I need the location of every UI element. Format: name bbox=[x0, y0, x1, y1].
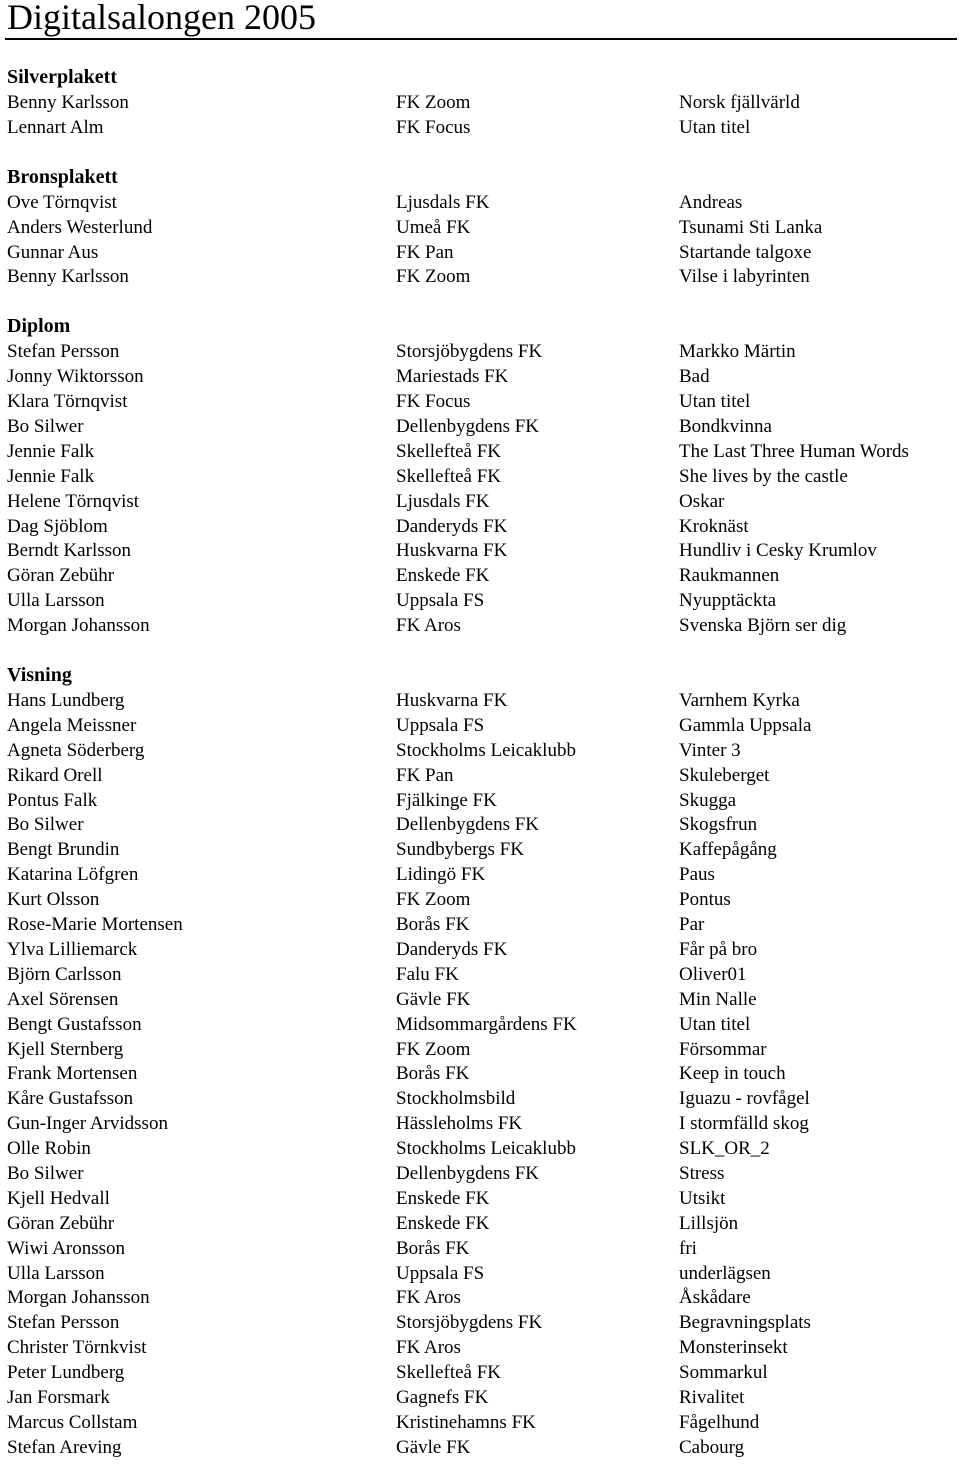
entry-row bbox=[7, 1335, 952, 1360]
club-name: Ljusdals FK bbox=[396, 191, 490, 213]
photographer-name: Kåre Gustafsson bbox=[7, 1088, 134, 1110]
entry-row bbox=[7, 1111, 952, 1136]
award-section-bronsplakett bbox=[7, 165, 952, 290]
club-name: Gävle FK bbox=[396, 988, 471, 1010]
club-name: Midsommargårdens FK bbox=[396, 1013, 577, 1035]
image-title: Skugga bbox=[679, 789, 736, 811]
image-title: Utan titel bbox=[679, 1013, 751, 1035]
club-name: Falu FK bbox=[396, 963, 459, 985]
photographer-name: Kjell Sternberg bbox=[7, 1038, 124, 1060]
entry-row bbox=[7, 1261, 952, 1286]
entry-row bbox=[7, 1161, 952, 1186]
image-title: Markko Märtin bbox=[679, 341, 796, 363]
image-title: Monsterinsekt bbox=[679, 1337, 788, 1359]
entry-row bbox=[7, 339, 952, 364]
entry-row bbox=[7, 1385, 952, 1410]
photographer-name: Morgan Johansson bbox=[7, 1287, 150, 1309]
photographer-name: Stefan Persson bbox=[7, 341, 120, 363]
club-name: Kristinehamns FK bbox=[396, 1411, 536, 1433]
entry-row bbox=[7, 1285, 952, 1310]
club-name: Stockholms Leicaklubb bbox=[396, 739, 576, 761]
image-title: Oliver01 bbox=[679, 963, 747, 985]
entry-row bbox=[7, 738, 952, 763]
club-name: Mariestads FK bbox=[396, 366, 509, 388]
award-section-diplom bbox=[7, 314, 952, 638]
club-name: FK Zoom bbox=[396, 266, 471, 288]
entry-row bbox=[7, 439, 952, 464]
photographer-name: Klara Törnqvist bbox=[7, 391, 128, 413]
photographer-name: Ulla Larsson bbox=[7, 590, 105, 612]
club-name: Gagnefs FK bbox=[396, 1386, 489, 1408]
club-name: Skellefteå FK bbox=[396, 440, 502, 462]
photographer-name: Ove Törnqvist bbox=[7, 191, 117, 213]
image-title: I stormfälld skog bbox=[679, 1113, 809, 1135]
entry-row bbox=[7, 1186, 952, 1211]
image-title: Sommarkul bbox=[679, 1362, 768, 1384]
club-name: FK Aros bbox=[396, 1337, 461, 1359]
entry-row bbox=[7, 713, 952, 738]
club-name: Danderyds FK bbox=[396, 938, 508, 960]
club-name: Skellefteå FK bbox=[396, 1362, 502, 1384]
image-title: She lives by the castle bbox=[679, 465, 848, 487]
image-title: Startande talgoxe bbox=[679, 241, 812, 263]
image-title: Försommar bbox=[679, 1038, 767, 1060]
club-name: Lidingö FK bbox=[396, 864, 486, 886]
image-title: Min Nalle bbox=[679, 988, 757, 1010]
club-name: Borås FK bbox=[396, 1237, 470, 1259]
image-title: Keep in touch bbox=[679, 1063, 786, 1085]
photographer-name: Christer Törnkvist bbox=[7, 1337, 147, 1359]
club-name: Fjälkinge FK bbox=[396, 789, 497, 811]
entry-row bbox=[7, 264, 952, 289]
club-name: Gävle FK bbox=[396, 1436, 471, 1458]
club-name: Sundbybergs FK bbox=[396, 839, 524, 861]
image-title: Utan titel bbox=[679, 391, 751, 413]
entry-row bbox=[7, 1211, 952, 1236]
photographer-name: Gunnar Aus bbox=[7, 241, 99, 263]
image-title: Pontus bbox=[679, 889, 731, 911]
photographer-name: Olle Robin bbox=[7, 1138, 91, 1160]
photographer-name: Peter Lundberg bbox=[7, 1362, 125, 1384]
image-title: Svenska Björn ser dig bbox=[679, 615, 847, 637]
image-title: fri bbox=[679, 1237, 697, 1259]
club-name: Danderyds FK bbox=[396, 515, 508, 537]
entry-row bbox=[7, 90, 952, 115]
entry-row bbox=[7, 912, 952, 937]
page-title: Digitalsalongen 2005 bbox=[7, 0, 316, 37]
entry-row bbox=[7, 588, 952, 613]
photographer-name: Helene Törnqvist bbox=[7, 490, 140, 512]
entry-row bbox=[7, 862, 952, 887]
image-title: Andreas bbox=[679, 191, 743, 213]
entry-row bbox=[7, 1236, 952, 1261]
entry-row bbox=[7, 1086, 952, 1111]
photographer-name: Benny Karlsson bbox=[7, 92, 129, 113]
entry-row bbox=[7, 688, 952, 713]
photographer-name: Kurt Olsson bbox=[7, 889, 100, 911]
image-title: Skuleberget bbox=[679, 764, 770, 786]
section-heading: Visning bbox=[7, 664, 72, 687]
photographer-name: Göran Zebühr bbox=[7, 565, 115, 587]
entry-row bbox=[7, 962, 952, 987]
club-name: Stockholmsbild bbox=[396, 1088, 516, 1110]
club-name: FK Aros bbox=[396, 615, 461, 637]
image-title: The Last Three Human Words bbox=[679, 440, 909, 462]
entry-row bbox=[7, 389, 952, 414]
photographer-name: Bo Silwer bbox=[7, 1162, 84, 1184]
image-title: Lillsjön bbox=[679, 1212, 739, 1234]
entry-row bbox=[7, 1410, 952, 1435]
photographer-name: Rose-Marie Mortensen bbox=[7, 914, 183, 936]
entry-row bbox=[7, 1012, 952, 1037]
club-name: Skellefteå FK bbox=[396, 465, 502, 487]
club-name: Storsjöbygdens FK bbox=[396, 1312, 543, 1334]
club-name: Dellenbygdens FK bbox=[396, 1162, 540, 1184]
image-title: Bad bbox=[679, 366, 710, 388]
image-title: Cabourg bbox=[679, 1436, 745, 1458]
club-name: Dellenbygdens FK bbox=[396, 814, 540, 836]
image-title: SLK_OR_2 bbox=[679, 1138, 770, 1160]
club-name: Storsjöbygdens FK bbox=[396, 341, 543, 363]
photographer-name: Agneta Söderberg bbox=[7, 739, 145, 761]
club-name: Uppsala FS bbox=[396, 714, 485, 736]
image-title: Gammla Uppsala bbox=[679, 714, 812, 736]
photographer-name: Rikard Orell bbox=[7, 764, 103, 786]
photographer-name: Ylva Lilliemarck bbox=[7, 938, 138, 960]
image-title: Kaffepågång bbox=[679, 839, 777, 861]
photographer-name: Bengt Brundin bbox=[7, 839, 120, 861]
image-title: Åskådare bbox=[679, 1287, 751, 1309]
photographer-name: Marcus Collstam bbox=[7, 1411, 138, 1433]
entry-row bbox=[7, 812, 952, 837]
photographer-name: Katarina Löfgren bbox=[7, 864, 139, 886]
image-title: Norsk fjällvärld bbox=[679, 92, 800, 113]
club-name: Enskede FK bbox=[396, 565, 490, 587]
club-name: Uppsala FS bbox=[396, 1262, 485, 1284]
image-title: Raukmannen bbox=[679, 565, 780, 587]
image-title: Begravningsplats bbox=[679, 1312, 811, 1334]
image-title: Oskar bbox=[679, 490, 725, 512]
entry-row bbox=[7, 215, 952, 240]
club-name: Ljusdals FK bbox=[396, 490, 490, 512]
club-name: FK Focus bbox=[396, 391, 471, 413]
entry-row bbox=[7, 837, 952, 862]
entry-row bbox=[7, 115, 952, 140]
award-section-silverplakett bbox=[7, 65, 952, 140]
entry-row bbox=[7, 1360, 952, 1385]
club-name: Uppsala FS bbox=[396, 590, 485, 612]
entry-row bbox=[7, 240, 952, 265]
entry-row bbox=[7, 464, 952, 489]
image-title: Tsunami Sti Lanka bbox=[679, 216, 823, 238]
entry-row bbox=[7, 937, 952, 962]
award-section-visning bbox=[7, 663, 952, 1460]
photographer-name: Bengt Gustafsson bbox=[7, 1013, 142, 1035]
photographer-name: Lennart Alm bbox=[7, 116, 104, 138]
photographer-name: Kjell Hedvall bbox=[7, 1187, 110, 1209]
image-title: Varnhem Kyrka bbox=[679, 690, 800, 712]
photographer-name: Wiwi Aronsson bbox=[7, 1237, 125, 1259]
photographer-name: Berndt Karlsson bbox=[7, 540, 132, 562]
image-title: Vilse i labyrinten bbox=[679, 266, 810, 288]
photographer-name: Jennie Falk bbox=[7, 465, 95, 487]
photographer-name: Stefan Persson bbox=[7, 1312, 120, 1334]
photographer-name: Jonny Wiktorsson bbox=[7, 366, 144, 388]
image-title: Paus bbox=[679, 864, 715, 886]
image-title: Vinter 3 bbox=[679, 739, 741, 761]
photographer-name: Ulla Larsson bbox=[7, 1262, 105, 1284]
entry-row bbox=[7, 1435, 952, 1460]
entry-row bbox=[7, 489, 952, 514]
image-title: Stress bbox=[679, 1162, 725, 1184]
photographer-name: Jennie Falk bbox=[7, 440, 95, 462]
results-list bbox=[7, 65, 952, 1460]
photographer-name: Pontus Falk bbox=[7, 789, 98, 811]
entry-row bbox=[7, 887, 952, 912]
club-name: FK Focus bbox=[396, 116, 471, 138]
photographer-name: Hans Lundberg bbox=[7, 690, 125, 712]
image-title: Utan titel bbox=[679, 116, 751, 138]
club-name: Huskvarna FK bbox=[396, 540, 508, 562]
image-title: Skogsfrun bbox=[679, 814, 758, 836]
section-heading: Silverplakett bbox=[7, 66, 117, 88]
image-title: Utsikt bbox=[679, 1187, 726, 1209]
entry-row bbox=[7, 1310, 952, 1335]
section-heading: Diplom bbox=[7, 315, 71, 338]
club-name: Stockholms Leicaklubb bbox=[396, 1138, 576, 1160]
photographer-name: Bo Silwer bbox=[7, 814, 84, 836]
entry-row bbox=[7, 190, 952, 215]
image-title: Hundliv i Cesky Krumlov bbox=[679, 540, 877, 562]
entry-row bbox=[7, 563, 952, 588]
photographer-name: Morgan Johansson bbox=[7, 615, 150, 637]
club-name: Umeå FK bbox=[396, 216, 471, 238]
image-title: Par bbox=[679, 914, 705, 936]
club-name: FK Zoom bbox=[396, 889, 471, 911]
entry-row bbox=[7, 414, 952, 439]
image-title: Nyupptäckta bbox=[679, 590, 777, 612]
image-title: Fågelhund bbox=[679, 1411, 760, 1433]
image-title: Kroknäst bbox=[679, 515, 749, 537]
entry-row bbox=[7, 788, 952, 813]
entry-row bbox=[7, 364, 952, 389]
club-name: FK Aros bbox=[396, 1287, 461, 1309]
image-title: underlägsen bbox=[679, 1262, 771, 1284]
photographer-name: Anders Westerlund bbox=[7, 216, 153, 238]
entry-row bbox=[7, 538, 952, 563]
photographer-name: Benny Karlsson bbox=[7, 266, 129, 288]
image-title: Får på bro bbox=[679, 938, 758, 960]
photographer-name: Axel Sörensen bbox=[7, 988, 119, 1010]
photographer-name: Jan Forsmark bbox=[7, 1386, 110, 1408]
photographer-name: Gun-Inger Arvidsson bbox=[7, 1113, 168, 1135]
club-name: Huskvarna FK bbox=[396, 690, 508, 712]
title-underline bbox=[5, 38, 957, 40]
club-name: FK Zoom bbox=[396, 1038, 471, 1060]
photographer-name: Angela Meissner bbox=[7, 714, 137, 736]
entry-row bbox=[7, 613, 952, 638]
photographer-name: Göran Zebühr bbox=[7, 1212, 115, 1234]
photographer-name: Björn Carlsson bbox=[7, 963, 122, 985]
photographer-name: Dag Sjöblom bbox=[7, 515, 108, 537]
entry-row bbox=[7, 987, 952, 1012]
entry-row bbox=[7, 1061, 952, 1086]
image-title: Rivalitet bbox=[679, 1386, 745, 1408]
club-name: Enskede FK bbox=[396, 1212, 490, 1234]
photographer-name: Frank Mortensen bbox=[7, 1063, 138, 1085]
club-name: Borås FK bbox=[396, 1063, 470, 1085]
entry-row bbox=[7, 514, 952, 539]
entry-row bbox=[7, 1136, 952, 1161]
club-name: FK Zoom bbox=[396, 92, 471, 113]
photographer-name: Bo Silwer bbox=[7, 416, 84, 438]
club-name: FK Pan bbox=[396, 241, 454, 263]
image-title: Bondkvinna bbox=[679, 416, 772, 438]
entry-row bbox=[7, 1037, 952, 1062]
club-name: FK Pan bbox=[396, 764, 454, 786]
club-name: Dellenbygdens FK bbox=[396, 416, 540, 438]
club-name: Enskede FK bbox=[396, 1187, 490, 1209]
section-heading: Bronsplakett bbox=[7, 165, 118, 188]
entry-row bbox=[7, 763, 952, 788]
club-name: Borås FK bbox=[396, 914, 470, 936]
club-name: Hässleholms FK bbox=[396, 1113, 523, 1135]
photographer-name: Stefan Areving bbox=[7, 1436, 122, 1458]
image-title: Iguazu - rovfågel bbox=[679, 1088, 810, 1110]
